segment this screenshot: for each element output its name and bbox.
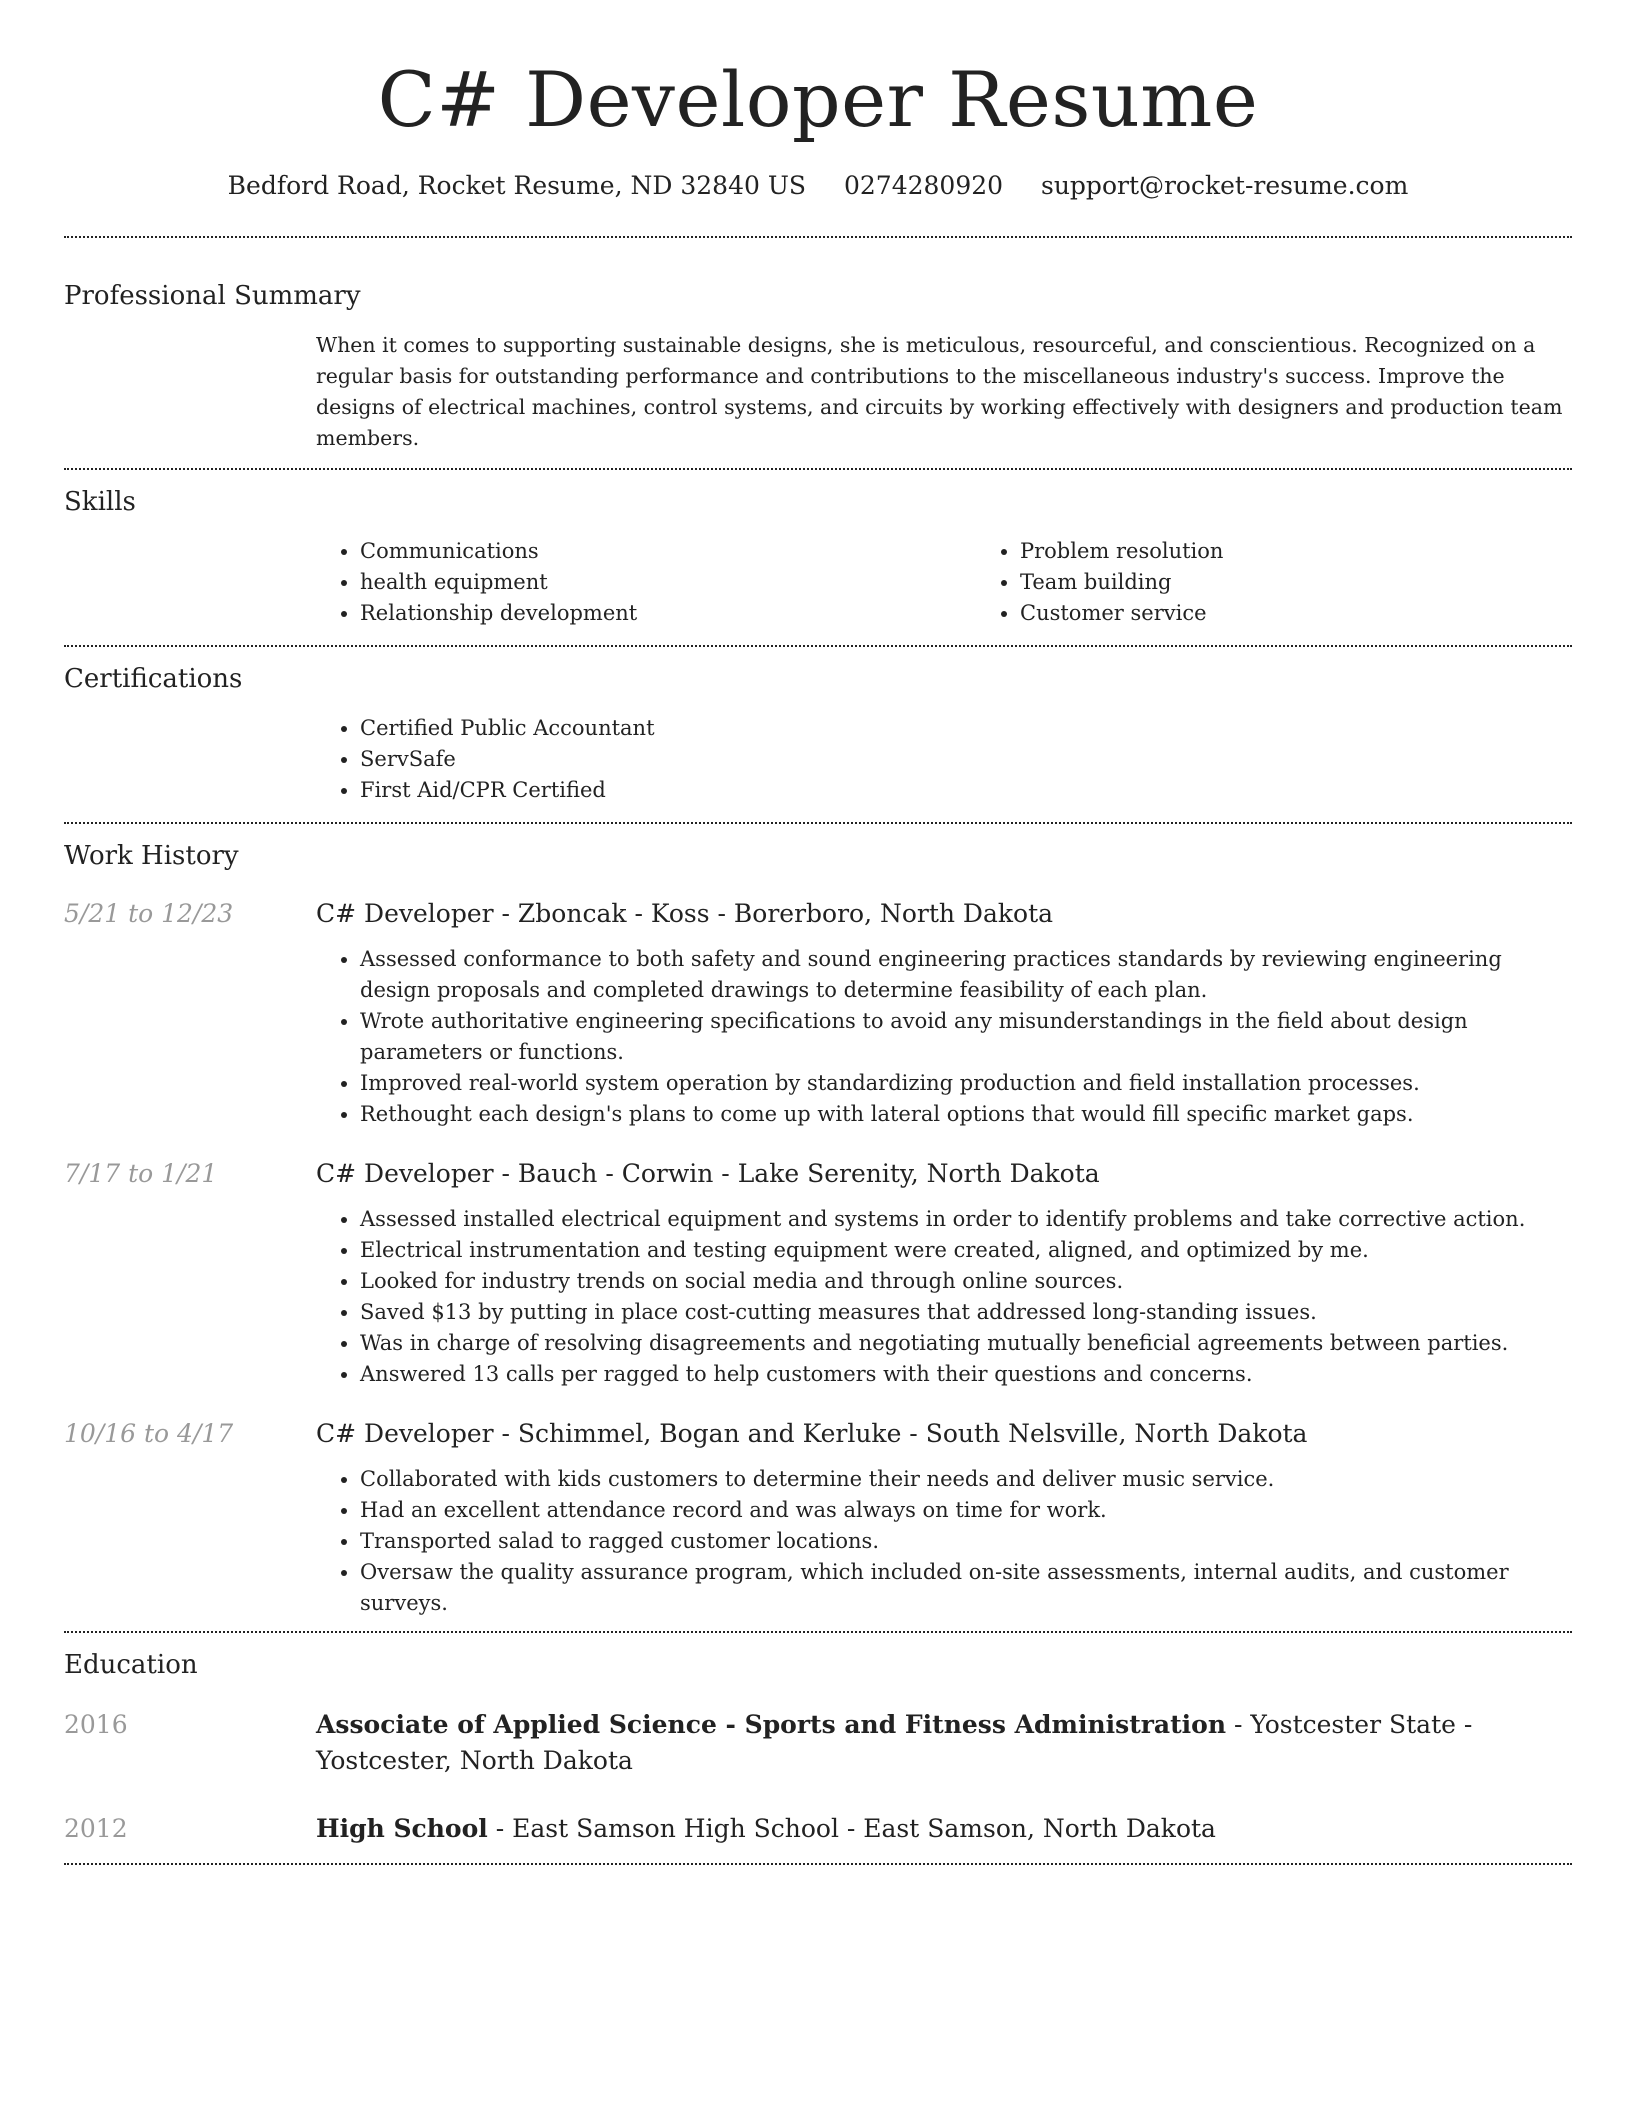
- skill-item: • Team building: [1020, 567, 1632, 598]
- work-bullet: • Improved real-world system operation by standardizing production and field installation processes.: [360, 1068, 1572, 1099]
- work-entry-dates: 10/16 to 4/17: [64, 1419, 234, 1448]
- work-bullet: • Saved $13 by putting in place cost-cutting measures that addressed long-standing issues.: [360, 1297, 1572, 1328]
- education-section: [64, 1633, 1572, 1863]
- summary-section: [64, 238, 1572, 454]
- education-divider: [64, 1863, 1572, 1865]
- work-bullet: • Collaborated with kids customers to determine their needs and deliver music service.: [360, 1464, 1572, 1495]
- work-entry-bullets: [316, 944, 1572, 1130]
- education-school: - Yostcester State - Yostcester, North Dakota: [316, 1710, 1473, 1775]
- skills-list-left: [316, 536, 976, 629]
- summary-heading: Professional Summary: [64, 281, 361, 311]
- certification-item: • First Aid/CPR Certified: [360, 775, 1572, 806]
- education-entry: [64, 1811, 1572, 1847]
- education-year: 2012: [64, 1814, 128, 1843]
- work-bullet: • Had an excellent attendance record and was always on time for work.: [360, 1495, 1572, 1526]
- certifications-list: [316, 713, 1572, 806]
- skills-grid: [316, 536, 1572, 629]
- certifications-heading: Certifications: [64, 664, 243, 694]
- work-entry: [64, 1156, 1572, 1416]
- education-degree: High School: [316, 1814, 488, 1843]
- education-heading: Education: [64, 1650, 198, 1680]
- skills-list-right: [976, 536, 1632, 629]
- work-bullet: • Wrote authoritative engineering specifications to avoid any misunderstandings in the field about design parameters or functions.: [360, 1006, 1572, 1068]
- work-entry-bullets: [316, 1204, 1572, 1390]
- work-bullet: • Rethought each design's plans to come up with lateral options that would fill specific market gaps.: [360, 1099, 1572, 1130]
- skill-item: • Customer service: [1020, 598, 1632, 629]
- resume-title: C# Developer Resume: [377, 55, 1259, 144]
- education-entry: [64, 1707, 1572, 1779]
- work-bullet: • Transported salad to ragged customer locations.: [360, 1526, 1572, 1557]
- work-bullet: • Answered 13 calls per ragged to help customers with their questions and concerns.: [360, 1359, 1572, 1390]
- education-school: - East Samson High School - East Samson, North Dakota: [487, 1814, 1216, 1843]
- contact-line: [64, 168, 1572, 204]
- education-year: 2016: [64, 1710, 128, 1739]
- work-entry-dates: 5/21 to 12/23: [64, 899, 234, 928]
- work-history-heading: Work History: [64, 841, 239, 871]
- work-entry-dates: 7/17 to 1/21: [64, 1159, 218, 1188]
- work-bullet: • Assessed conformance to both safety and sound engineering practices standards by reviewing engineering design proposals and completed drawings to determine feasibility of each plan.: [360, 944, 1572, 1006]
- work-bullet: • Was in charge of resolving disagreements and negotiating mutually beneficial agreements between parties.: [360, 1328, 1572, 1359]
- work-entry: [64, 896, 1572, 1156]
- certifications-section: [64, 647, 1572, 806]
- summary-text: When it comes to supporting sustainable designs, she is meticulous, resourceful, and conscientious. Recognized on a regular basis for outstanding performance and contributions to the miscellaneous industry's success. Improve the designs of electrical machines, control systems, and circuits by working effectively with designers and production team members.: [316, 333, 1563, 450]
- work-entry-title: C# Developer - Schimmel, Bogan and Kerluke - South Nelsville, North Dakota: [316, 1419, 1308, 1448]
- skill-item: • Relationship development: [360, 598, 976, 629]
- skill-item: • Problem resolution: [1020, 536, 1632, 567]
- resume-page: [64, 0, 1572, 1865]
- work-bullet: • Looked for industry trends on social media and through online sources.: [360, 1266, 1572, 1297]
- education-degree: Associate of Applied Science - Sports and Fitness Administration: [316, 1710, 1227, 1739]
- certification-item: • ServSafe: [360, 744, 1572, 775]
- work-entry: [64, 1416, 1572, 1631]
- work-history-section: [64, 824, 1572, 1631]
- contact-address: Bedford Road, Rocket Resume, ND 32840 US: [227, 171, 807, 200]
- work-bullet: • Assessed installed electrical equipment and systems in order to identify problems and take corrective action.: [360, 1204, 1572, 1235]
- education-title: [316, 1707, 1572, 1779]
- work-entry-title: C# Developer - Zboncak - Koss - Borerboro, North Dakota: [316, 899, 1054, 928]
- contact-phone: 0274280920: [843, 171, 1004, 200]
- certification-item: • Certified Public Accountant: [360, 713, 1572, 744]
- skills-heading: Skills: [64, 487, 136, 517]
- skills-section: [64, 470, 1572, 629]
- work-bullet: • Electrical instrumentation and testing equipment were created, aligned, and optimized by me.: [360, 1235, 1572, 1266]
- skill-item: • Communications: [360, 536, 976, 567]
- work-entry-title: C# Developer - Bauch - Corwin - Lake Serenity, North Dakota: [316, 1159, 1100, 1188]
- contact-email: support@rocket-resume.com: [1041, 171, 1409, 200]
- work-entry-bullets: [316, 1464, 1572, 1619]
- skill-item: • health equipment: [360, 567, 976, 598]
- work-bullet: • Oversaw the quality assurance program, which included on-site assessments, internal audits, and customer surveys.: [360, 1557, 1572, 1619]
- education-title: [316, 1811, 1572, 1847]
